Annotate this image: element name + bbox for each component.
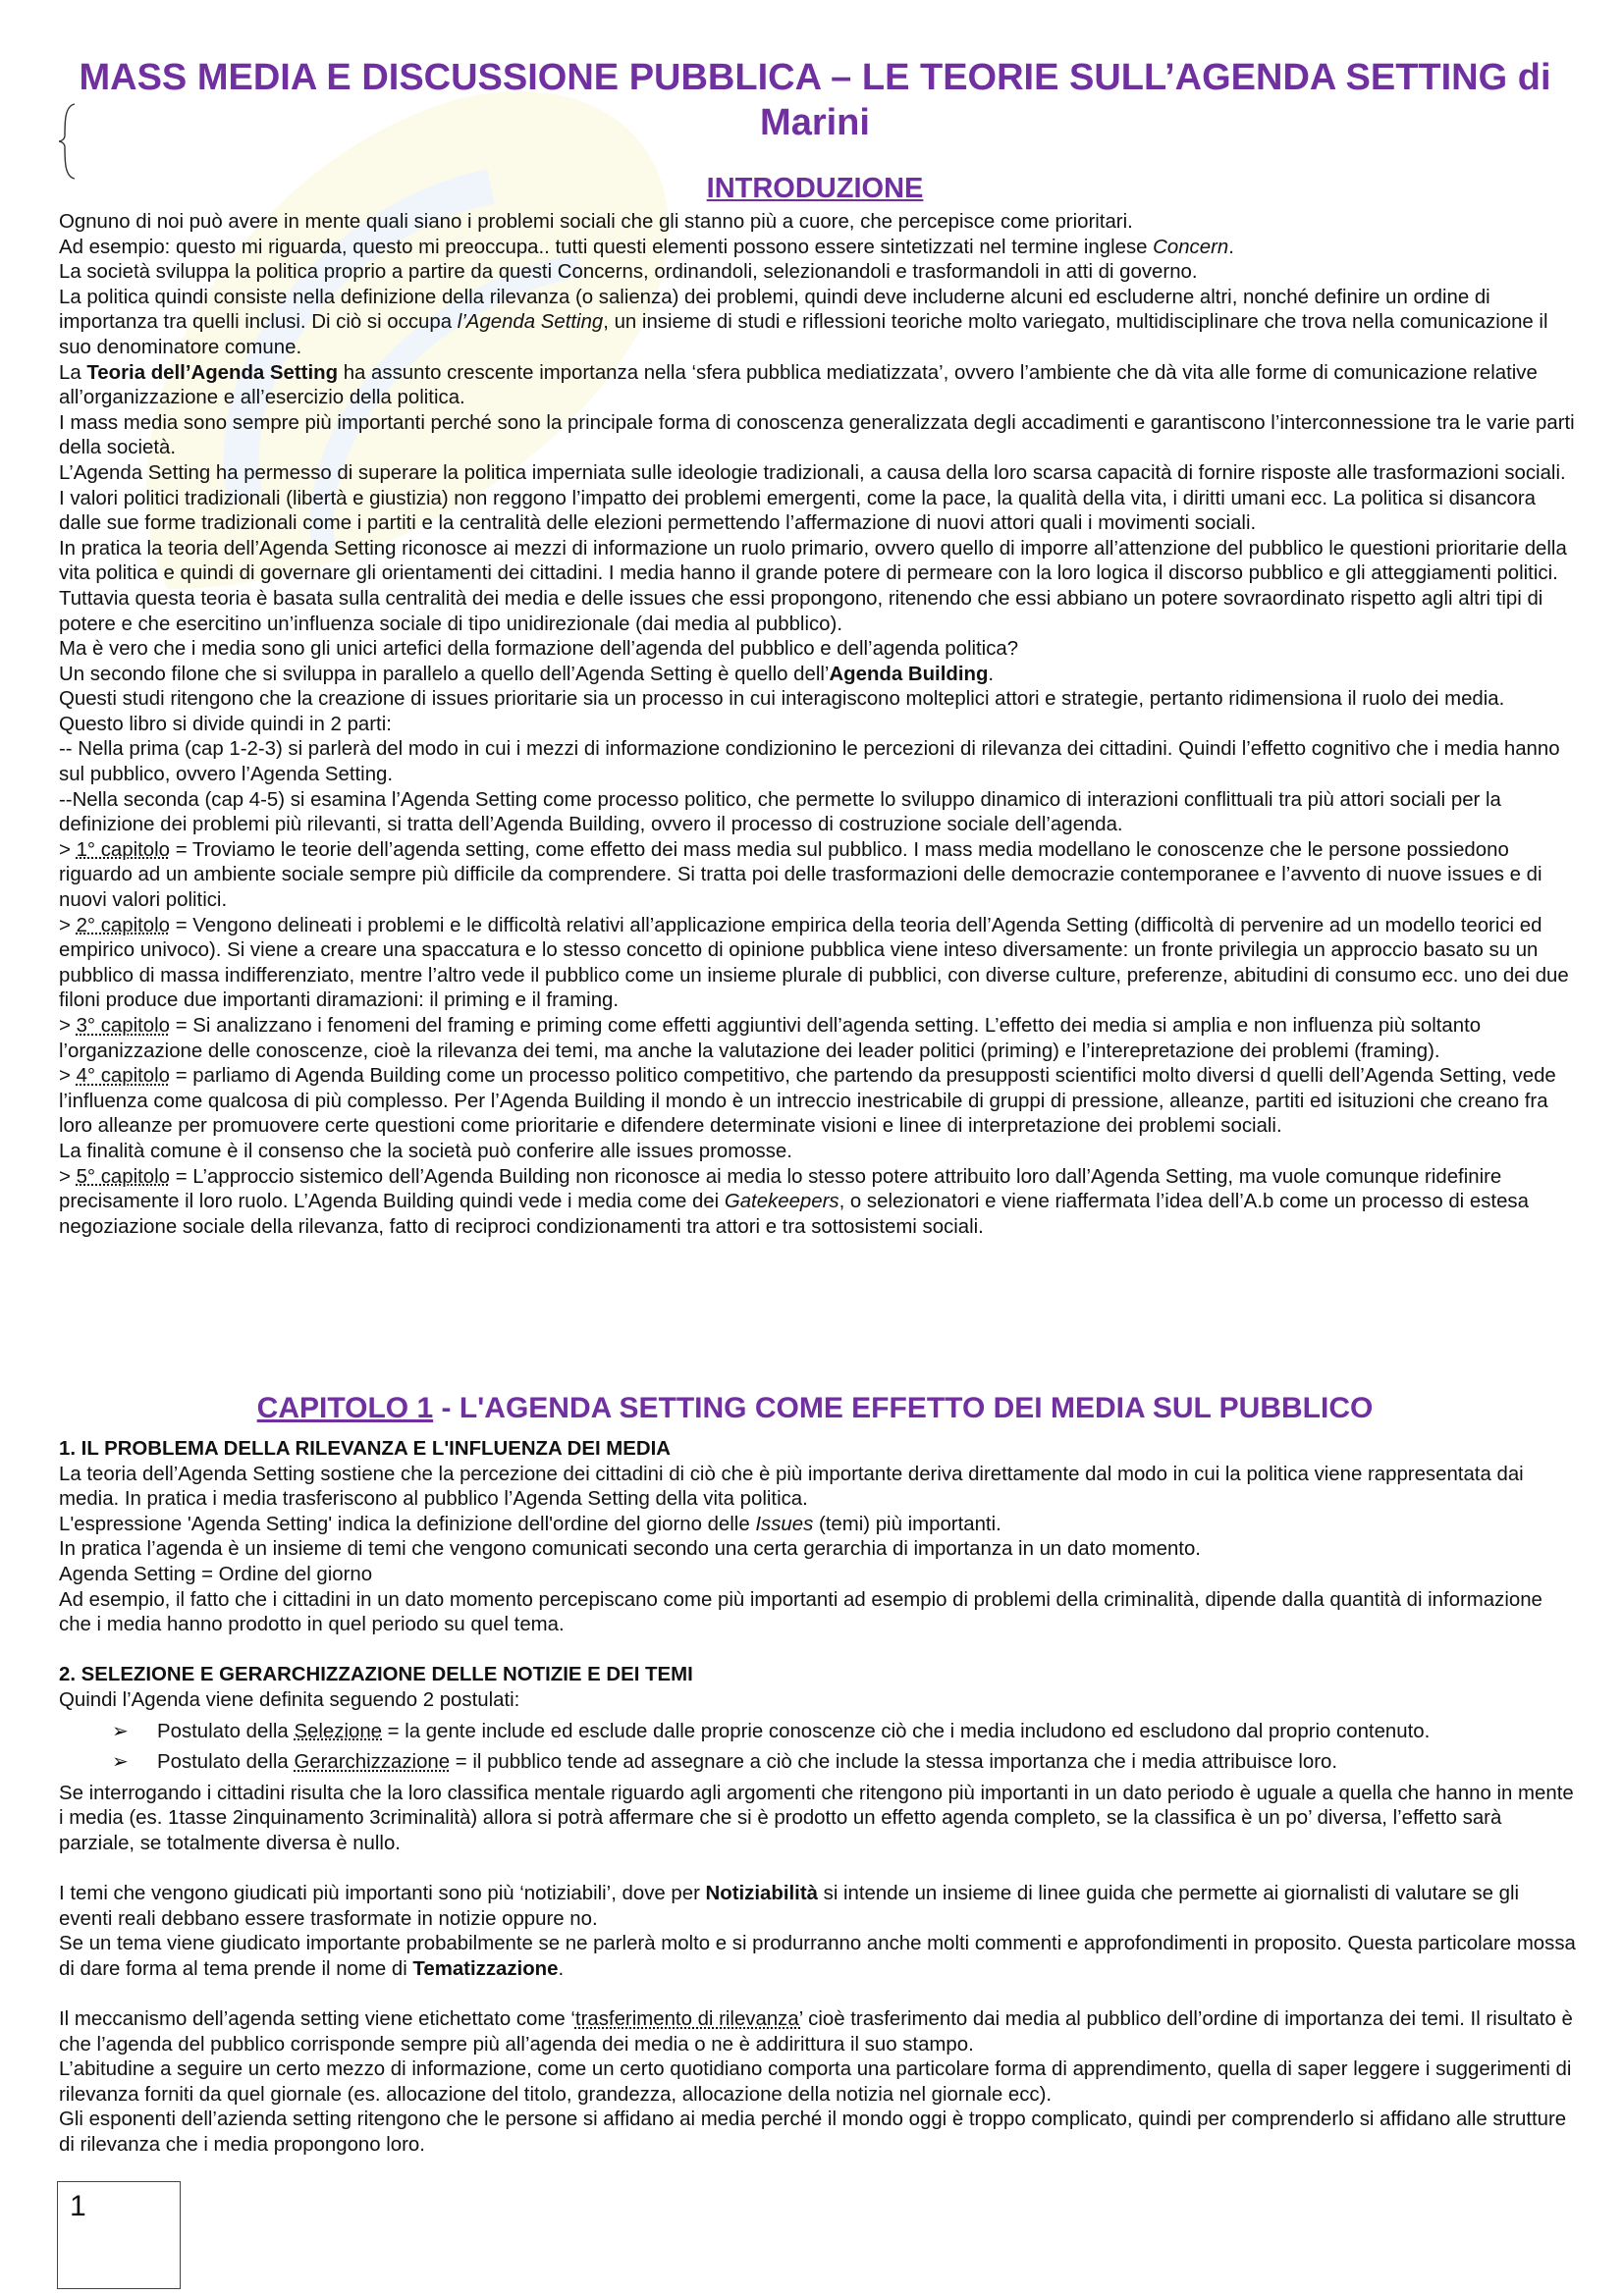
intro-paragraph: La politica quindi consiste nella definizione della rilevanza (o salienza) dei problemi, quindi deve includerne alcuni ed escluderne altri, nonché definire un ordine di importanza tra quelli inclusi. Di ciò si occupa l’Agenda Setting, un insieme di studi e riflessioni teoriche molto variegato, multidisciplinare che trova nella comunicazione il suo denominatore comune. <box>59 286 1548 358</box>
arrow-bullet-icon: ➢ <box>112 1720 129 1742</box>
document-title: MASS MEDIA E DISCUSSIONE PUBBLICA – LE TEORIE SULL’AGENDA SETTING di Marini <box>79 57 1551 143</box>
intro-body <box>59 210 1576 1240</box>
section1-heading: 1. IL PROBLEMA DELLA RILEVANZA E L'INFLUENZA DEI MEDIA <box>59 1438 671 1460</box>
page-number-box <box>57 2181 181 2289</box>
intro-paragraph: La finalità comune è il consenso che la società può conferire alle issues promosse. <box>59 1140 792 1162</box>
section2-heading: 2. SELEZIONE E GERARCHIZZAZIONE DELLE NOTIZIE E DEI TEMI <box>59 1664 693 1686</box>
chapter-summary-5: > 5° capitolo = L’approccio sistemico dell’Agenda Building non riconosce ai media lo stesso potere attribuito loro dall’Agenda Setting, ma vuole comunque ridefinire precisamente il loro ruolo. L’Agenda Building quindi vede i media come dei Gatekeepers, o selezionatori e viene riaffermata l’idea dell’A.b come un processo di estesa negoziazione sociale della rilevanza, fatto di reciproci condizionamenti tra attori e tra sottosistemi sociali. <box>59 1165 1529 1238</box>
arrow-bullet-icon: ➢ <box>112 1751 129 1774</box>
chapter1-paragraph: I temi che vengono giudicati più importanti sono più ‘notiziabili’, dove per Notiziabilità si intende un insieme di linee guida che permette ai giornalisti di valutare se gli eventi reali debbano essere trasformate in notizie oppure no. <box>59 1883 1520 1930</box>
chapter-summary-1: > 1° capitolo = Troviamo le teorie dell’agenda setting, come effetto dei mass media sul pubblico. I mass media modellano le conoscenze che le persone possiedono riguardo ad un ambiente sociale sempre più difficile da comprendere. Si tratta poi delle trasformazioni delle democrazie contemporanee e l’avvento di nuove issues e di nuovi valori politici. <box>59 838 1542 912</box>
chapter1-body <box>59 1437 1576 2159</box>
chapter1-paragraph: Ad esempio, il fatto che i cittadini in un dato momento percepiscano come più importanti ad esempio di problemi della criminalità, dipende dalla quantità di informazione che i media hanno prodotto in quel periodo su quel tema. <box>59 1588 1542 1636</box>
postulate-selezione: ➢ Postulato della Selezione = la gente include ed esclude dalle proprie conoscenze ciò che i media includono ed escludono dal proprio contenuto. <box>59 1720 1576 1745</box>
postulate-gerarchizzazione: ➢ Postulato della Gerarchizzazione = il pubblico tende ad assegnare a ciò che include la stessa importanza che i media attribuisce loro. <box>59 1750 1576 1776</box>
chapter-summary-4: > 4° capitolo = parliamo di Agenda Building come un processo politico competitivo, che partendo da presupposti scientifici molto diversi d quelli dell’Agenda Setting, vede l’influenza come qualcosa di più complesso. Per l’Agenda Building il mondo è un intreccio inestricabile di gruppi di pressione, alleanze, partiti ed isituzioni che creano fra loro alleanze per promuovere certe questioni come prioritarie e difendere determinate visioni e linee di interpretazione dei problemi sociali. <box>59 1065 1556 1138</box>
page-number: 1 <box>70 2190 86 2222</box>
intro-paragraph: La società sviluppa la politica proprio a partire da questi Concerns, ordinandoli, selezionandoli e trasformandoli in atti di governo. <box>59 261 1198 284</box>
chapter1-paragraph: La teoria dell’Agenda Setting sostiene che la percezione dei cittadini di ciò che è più importante deriva direttamente dal modo in cui la politica viene rappresentata dai media. In pratica i media trasferiscono al pubblico l’Agenda Setting della vita politica. <box>59 1463 1524 1511</box>
intro-paragraph: Tuttavia questa teoria è basata sulla centralità dei media e delle issues che essi propongono, ritenendo che essi abbiano un potere sovraordinato rispetto agli altri tipi di potere e che esercitino un’influenza sociale di tipo unidirezionale (dai media al pubblico). <box>59 587 1543 635</box>
chapter-summary-3: > 3° capitolo = Si analizzano i fenomeni del framing e priming come effetti aggiuntivi dell’agenda setting. L’effetto dei media si amplia e non influenza più soltanto l’organizzazione delle conoscenze, cioè la rilevanza dei temi, ma anche la valutazione dei leader politici (priming) e l’interepretazione dei problemi (framing). <box>59 1015 1482 1062</box>
chapter1-heading: CAPITOLO 1 - L'AGENDA SETTING COME EFFETTO DEI MEDIA SUL PUBBLICO <box>256 1392 1374 1424</box>
intro-paragraph: Ognuno di noi può avere in mente quali siano i problemi sociali che gli stanno più a cuore, che percepisce come prioritari. <box>59 211 1133 233</box>
chapter-summary-2: > 2° capitolo = Vengono delineati i problemi e le difficoltà relativi all’applicazione empirica della teoria dell’Agenda Setting (difficoltà di pervenire ad un modello teorici ed empirico univoco). Si viene a creare una spaccatura e lo stesso concetto di opinione pubblica viene inteso diversamente: un fronte privilegia un approccio basato su un pubblico di massa indifferenziato, mentre l’altro vede il pubblico come un insieme plurale di pubblici, con diverse culture, preferenze, abitudini di consumo ecc. uno dei due filoni produce due importanti diramazioni: il priming e il framing. <box>59 914 1569 1012</box>
intro-paragraph: Ad esempio: questo mi riguarda, questo mi preoccupa.. tutti questi elementi possono essere sintetizzati nel termine inglese Concern. <box>59 236 1234 258</box>
intro-paragraph: --Nella seconda (cap 4-5) si esamina l’Agenda Setting come processo politico, che permette lo sviluppo dinamico di interazioni conflittuali tra più attori sociali per la definizione dei problemi più rilevanti, si tratta dell’Agenda Building, ovvero il processo di costruzione sociale dell’agenda. <box>59 788 1501 836</box>
intro-paragraph: Un secondo filone che si sviluppa in parallelo a quello dell’Agenda Setting è quello dell’Agenda Building. <box>59 663 995 685</box>
intro-paragraph: Questi studi ritengono che la creazione di issues prioritarie sia un processo in cui interagiscono molteplici attori e strategie, pertanto ridimensiona il ruolo dei media. <box>59 688 1505 711</box>
intro-paragraph: Questo libro si divide quindi in 2 parti: <box>59 713 392 735</box>
chapter1-paragraph: Quindi l’Agenda viene definita seguendo 2 postulati: <box>59 1688 520 1711</box>
chapter1-paragraph: In pratica l’agenda è un insieme di temi che vengono comunicati secondo una certa gerarchia di importanza in un dato momento. <box>59 1538 1201 1561</box>
intro-paragraph: L’Agenda Setting ha permesso di superare la politica imperniata sulle ideologie tradizionali, a causa della loro scarsa capacità di fornire risposte alle trasformazioni sociali. I valori politici tradizionali (libertà e giustizia) non reggono l’impatto dei problemi emergenti, come la pace, la qualità della vita, i diritti umani ecc. La politica si disancora dalle sue forme tradizionali come i partiti e la centralità delle elezioni permettendo l’affermazione di nuovi attori quali i movimenti sociali. <box>59 461 1566 535</box>
intro-paragraph: In pratica la teoria dell’Agenda Setting riconosce ai mezzi di informazione un ruolo primario, ovvero quello di imporre all’attenzione del pubblico le questioni prioritarie della vita politica e quindi di governare gli orientamenti dei cittadini. I media hanno il grande potere di permeare con la loro logica il discorso pubblico e gli atteggiamenti politici. <box>59 537 1567 585</box>
chapter1-paragraph: L'espressione 'Agenda Setting' indica la definizione dell'ordine del giorno delle Issues (temi) più importanti. <box>59 1513 1001 1535</box>
intro-paragraph: La Teoria dell’Agenda Setting ha assunto crescente importanza nella ‘sfera pubblica mediatizzata’, ovvero l’ambiente che dà vita alle forme di comunicazione relative all’organizzazione e all’esercizio della politica. <box>59 361 1538 409</box>
chapter1-paragraph: L’abitudine a seguire un certo mezzo di informazione, come un certo quotidiano comporta una particolare forma di apprendimento, quella di saper leggere i suggerimenti di rilevanza forniti da quel giornale (es. allocazione del titolo, grandezza, allocazione della notizia nel giornale ecc). <box>59 2058 1572 2106</box>
chapter1-paragraph: Il meccanismo dell’agenda setting viene etichettato come ‘trasferimento di rilevanza’ cioè trasferimento dai media al pubblico dell’ordine di importanza dei temi. Il risultato è che l’agenda del pubblico corrisponde sempre più all’agenda dei media o ne è addirittura il suo stampo. <box>59 2008 1573 2056</box>
chapter1-paragraph: Se un tema viene giudicato importante probabilmente se ne parlerà molto e si produrranno anche molti commenti e approfondimenti in proposito. Questa particolare mossa di dare forma al tema prende il nome di Tematizzazione. <box>59 1933 1576 1980</box>
intro-paragraph: -- Nella prima (cap 1-2-3) si parlerà del modo in cui i mezzi di informazione condizionino le percezioni di rilevanza dei cittadini. Quindi l’effetto cognitivo che i media hanno sul pubblico, ovvero l’Agenda Setting. <box>59 738 1560 786</box>
intro-paragraph: Ma è vero che i media sono gli unici artefici della formazione dell’agenda del pubblico e dell’agenda politica? <box>59 638 1019 661</box>
intro-heading: INTRODUZIONE <box>706 173 924 204</box>
intro-paragraph: I mass media sono sempre più importanti perché sono la principale forma di conoscenza generalizzata degli accadimenti e garantiscono l’interconnessione tra le varie parti della società. <box>59 411 1575 459</box>
chapter1-paragraph: Se interrogando i cittadini risulta che la loro classifica mentale riguardo agli argomenti che ritengono più importanti in un dato periodo è uguale a quella che hanno in mente i media (es. 1tasse 2inquinamento 3criminalità) allora si potrà affermare che si è prodotto un effetto agenda completo, se la classifica è un po’ diversa, l’effetto sarà parziale, se totalmente diversa è nullo. <box>59 1782 1574 1854</box>
chapter1-paragraph: Agenda Setting = Ordine del giorno <box>59 1563 373 1585</box>
chapter1-paragraph: Gli esponenti dell’azienda setting ritengono che le persone si affidano ai media perché il mondo oggi è troppo complicato, quindi per comprenderlo si affidano alle strutture di rilevanza che i media propongono loro. <box>59 2109 1567 2157</box>
